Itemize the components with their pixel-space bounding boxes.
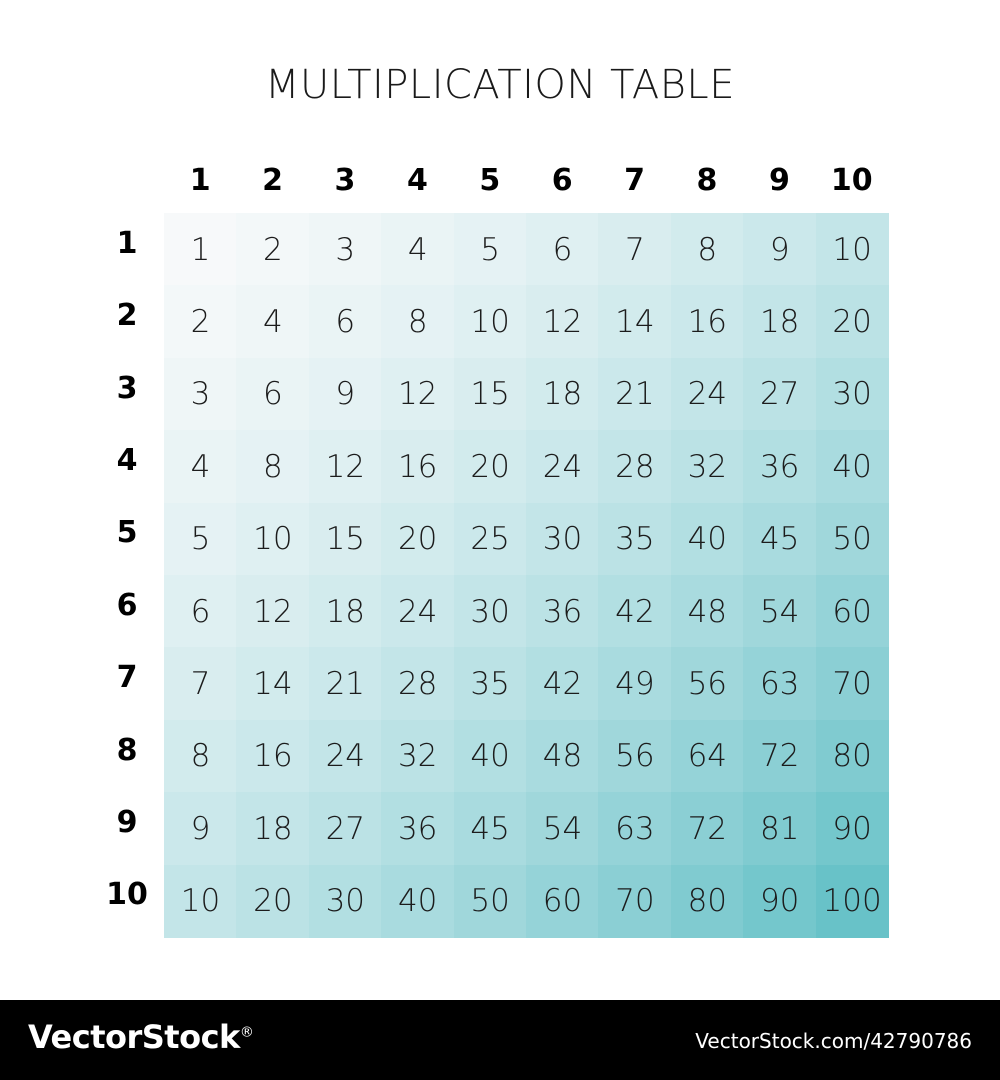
row-header: 6 [116, 587, 138, 623]
table-cell: 10 [454, 285, 527, 358]
table-cell: 5 [164, 503, 237, 576]
column-header: 9 [768, 162, 790, 198]
table-cell: 20 [816, 285, 889, 358]
table-cell: 6 [526, 213, 599, 286]
table-cell: 32 [381, 720, 454, 793]
row-header: 3 [116, 370, 138, 406]
table-cell: 28 [598, 430, 671, 503]
table-cell: 8 [671, 213, 744, 286]
table-cell: 6 [236, 358, 309, 431]
table-cell: 9 [164, 792, 237, 865]
table-cell: 48 [526, 720, 599, 793]
table-cell: 63 [743, 647, 816, 720]
table-cell: 90 [743, 865, 816, 938]
table-cell: 45 [743, 503, 816, 576]
table-cell: 30 [816, 358, 889, 431]
brand-logo [28, 1018, 253, 1056]
table-cell: 40 [816, 430, 889, 503]
table-cell: 70 [816, 647, 889, 720]
table-cell: 60 [816, 575, 889, 648]
table-cell: 54 [743, 575, 816, 648]
table-cell: 7 [164, 647, 237, 720]
table-cell: 4 [236, 285, 309, 358]
row-headers [90, 213, 164, 937]
table-cell: 15 [309, 503, 382, 576]
table-cell: 10 [236, 503, 309, 576]
table-cell: 42 [526, 647, 599, 720]
table-cell: 64 [671, 720, 744, 793]
row-header: 1 [116, 225, 138, 261]
table-cell: 50 [454, 865, 527, 938]
column-header: 5 [479, 162, 501, 198]
table-cell: 25 [454, 503, 527, 576]
table-cell: 20 [381, 503, 454, 576]
table-cell: 4 [381, 213, 454, 286]
table-cell: 30 [526, 503, 599, 576]
table-cell: 2 [164, 285, 237, 358]
table-cell: 49 [598, 647, 671, 720]
table-cell: 80 [671, 865, 744, 938]
table-cell: 28 [381, 647, 454, 720]
table-cell: 12 [236, 575, 309, 648]
row-header: 4 [116, 442, 138, 478]
table-cell: 14 [598, 285, 671, 358]
table-cell: 12 [381, 358, 454, 431]
table-cell: 40 [671, 503, 744, 576]
table-cell: 3 [164, 358, 237, 431]
table-cell: 48 [671, 575, 744, 648]
brand-name: VectorStock [28, 1018, 240, 1056]
table-cell: 35 [454, 647, 527, 720]
table-cell: 16 [381, 430, 454, 503]
table-cell: 27 [743, 358, 816, 431]
column-header: 1 [189, 162, 211, 198]
table-cell: 56 [598, 720, 671, 793]
table-cell: 16 [671, 285, 744, 358]
table-cell: 8 [381, 285, 454, 358]
table-cell: 32 [671, 430, 744, 503]
table-cell: 9 [309, 358, 382, 431]
table-cell: 40 [454, 720, 527, 793]
table-cell: 9 [743, 213, 816, 286]
table-cell: 12 [309, 430, 382, 503]
table-cell: 30 [454, 575, 527, 648]
table-cell: 36 [526, 575, 599, 648]
table-cell: 15 [454, 358, 527, 431]
table-cell: 6 [309, 285, 382, 358]
row-header: 2 [116, 298, 138, 334]
table-cell: 63 [598, 792, 671, 865]
column-header: 7 [624, 162, 646, 198]
table-cell: 18 [236, 792, 309, 865]
table-cell: 24 [526, 430, 599, 503]
table-cell: 42 [598, 575, 671, 648]
table-cell: 27 [309, 792, 382, 865]
table-cell: 54 [526, 792, 599, 865]
table-cell: 24 [309, 720, 382, 793]
column-header: 10 [830, 162, 873, 198]
table-cell: 80 [816, 720, 889, 793]
table-cell: 60 [526, 865, 599, 938]
table-cell: 24 [381, 575, 454, 648]
table-cell: 5 [454, 213, 527, 286]
table-cell: 36 [381, 792, 454, 865]
multiplication-grid [164, 213, 888, 937]
table-cell: 35 [598, 503, 671, 576]
table-cell: 7 [598, 213, 671, 286]
table-cell: 45 [454, 792, 527, 865]
column-header: 8 [696, 162, 718, 198]
image-credit: VectorStock.com/42790786 [695, 1029, 972, 1053]
table-cell: 20 [454, 430, 527, 503]
table-cell: 8 [164, 720, 237, 793]
table-cell: 12 [526, 285, 599, 358]
table-cell: 16 [236, 720, 309, 793]
table-cell: 18 [743, 285, 816, 358]
page-title: MULTIPLICATION TABLE [265, 62, 735, 108]
column-header: 4 [406, 162, 428, 198]
table-cell: 50 [816, 503, 889, 576]
row-header: 7 [116, 660, 138, 696]
column-header: 6 [551, 162, 573, 198]
table-cell: 10 [164, 865, 237, 938]
table-cell: 24 [671, 358, 744, 431]
table-cell: 56 [671, 647, 744, 720]
table-cell: 8 [236, 430, 309, 503]
column-headers [164, 150, 888, 210]
table-cell: 3 [309, 213, 382, 286]
table-cell: 36 [743, 430, 816, 503]
table-cell: 1 [164, 213, 237, 286]
row-header: 9 [116, 804, 138, 840]
row-header: 5 [116, 515, 138, 551]
table-cell: 100 [816, 865, 889, 938]
footer-bar [0, 1000, 1000, 1080]
column-header: 2 [262, 162, 284, 198]
table-cell: 90 [816, 792, 889, 865]
table-cell: 81 [743, 792, 816, 865]
table-cell: 72 [743, 720, 816, 793]
table-cell: 21 [309, 647, 382, 720]
row-header: 10 [106, 877, 148, 913]
table-cell: 30 [309, 865, 382, 938]
table-cell: 21 [598, 358, 671, 431]
table-cell: 18 [309, 575, 382, 648]
table-cell: 10 [816, 213, 889, 286]
table-cell: 2 [236, 213, 309, 286]
table-cell: 6 [164, 575, 237, 648]
table-cell: 4 [164, 430, 237, 503]
column-header: 3 [334, 162, 356, 198]
row-header: 8 [116, 732, 138, 768]
table-cell: 70 [598, 865, 671, 938]
table-cell: 20 [236, 865, 309, 938]
table-cell: 18 [526, 358, 599, 431]
table-cell: 72 [671, 792, 744, 865]
table-cell: 40 [381, 865, 454, 938]
registered-mark: ® [239, 1024, 254, 1041]
table-cell: 14 [236, 647, 309, 720]
